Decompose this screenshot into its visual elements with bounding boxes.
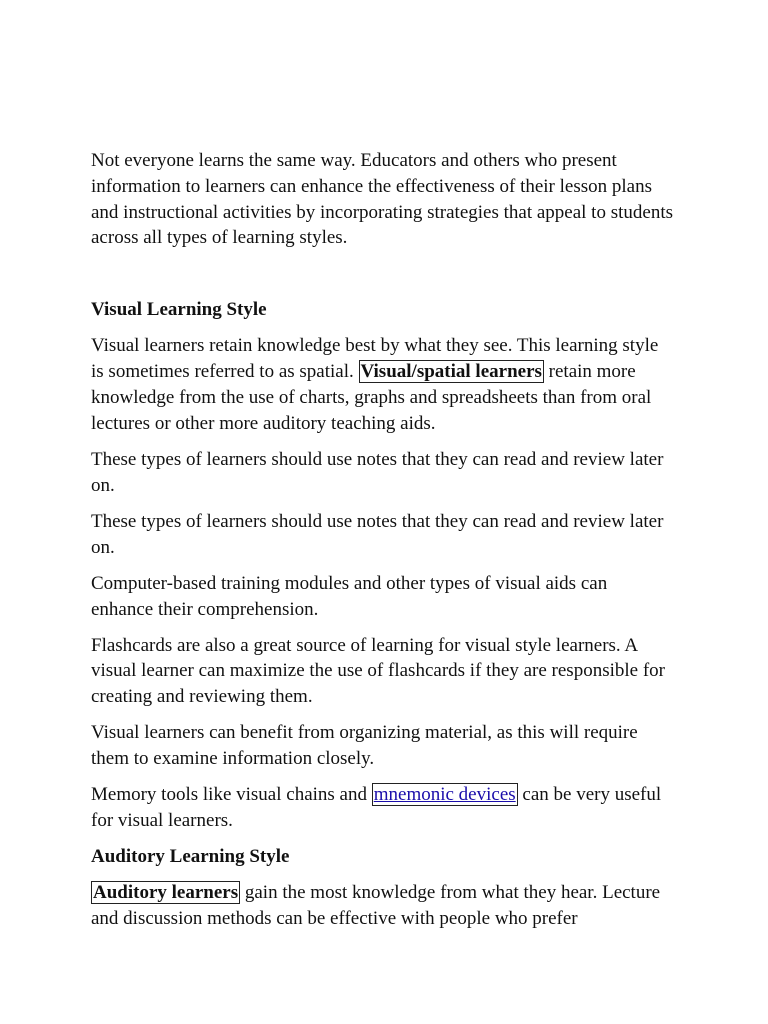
document-body bbox=[91, 148, 673, 942]
visual-p1-text-before: Visual learners retain knowledge best by what they see. This learning style is sometimes referred to as spatial. bbox=[91, 335, 659, 383]
visual-p7-text-after: can be very useful for visual learners. bbox=[91, 784, 662, 832]
visual-paragraph-6: Visual learners can benefit from organizing material, as this will require them to examine information closely. bbox=[91, 722, 638, 770]
auditory-p1-text-after: gain the most knowledge from what they hear. Lecture and discussion methods can be effective with people who prefer bbox=[91, 882, 661, 930]
intro-paragraph: Not everyone learns the same way. Educators and others who present information to learners can enhance the effectiveness of their lesson plans and instructional activities by incorporating strategies that appeal to students across all types of learning styles. bbox=[91, 150, 673, 249]
mnemonic-devices-link[interactable]: mnemonic devices bbox=[373, 784, 516, 806]
visual-paragraph-7 bbox=[91, 782, 673, 834]
visual-section-heading: Visual Learning Style bbox=[91, 299, 267, 321]
visual-paragraph-5: Flashcards are also a great source of learning for visual style learners. A visual learner can maximize the use of flashcards if they are responsible for creating and reviewing them. bbox=[91, 634, 665, 708]
visual-paragraph-2: These types of learners should use notes that they can read and review later on. bbox=[91, 448, 664, 496]
visual-spatial-learners-term[interactable]: Visual/spatial learners bbox=[360, 361, 542, 383]
visual-paragraph-1 bbox=[91, 333, 673, 436]
auditory-paragraph-1 bbox=[91, 880, 673, 932]
visual-paragraph-4: Computer-based training modules and other types of visual aids can enhance their comprehension. bbox=[91, 572, 608, 620]
auditory-section-heading: Auditory Learning Style bbox=[91, 846, 290, 868]
auditory-learners-term[interactable]: Auditory learners bbox=[93, 882, 239, 904]
visual-p1-text-after: retain more knowledge from the use of charts, graphs and spreadsheets than from oral lectures or other more auditory teaching aids. bbox=[91, 361, 652, 434]
visual-p7-text-before: Memory tools like visual chains and bbox=[91, 784, 372, 806]
visual-paragraph-3: These types of learners should use notes that they can read and review later on. bbox=[91, 510, 664, 558]
